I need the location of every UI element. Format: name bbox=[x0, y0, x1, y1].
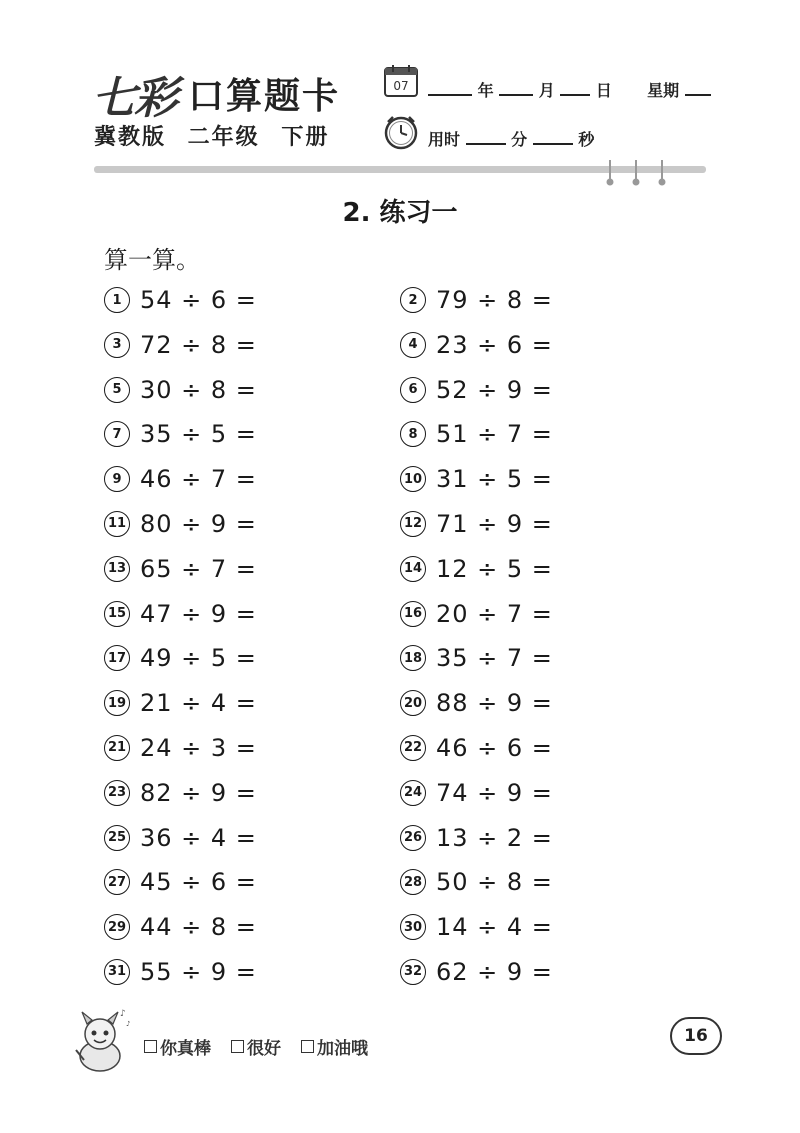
lesson-title: 2. 练习一 bbox=[342, 198, 458, 228]
mascot-icon bbox=[70, 1006, 134, 1074]
problem-number: 14 bbox=[400, 556, 426, 582]
problem-number: 6 bbox=[400, 377, 426, 403]
problem-expression: 49 ÷ 5 = bbox=[140, 644, 257, 673]
problem-row bbox=[104, 504, 664, 549]
instruction-text: 算一算。 bbox=[104, 246, 200, 274]
problem-number: 27 bbox=[104, 869, 130, 895]
minute-blank[interactable] bbox=[466, 129, 506, 145]
problem-number: 10 bbox=[400, 466, 426, 492]
second-label: 秒 bbox=[578, 130, 595, 149]
problem-item bbox=[400, 370, 553, 410]
problem-number: 24 bbox=[400, 780, 426, 806]
problem-expression: 36 ÷ 4 = bbox=[140, 823, 257, 852]
problem-item bbox=[400, 280, 553, 320]
time-used-label: 用时 bbox=[428, 130, 461, 149]
problem-number: 17 bbox=[104, 645, 130, 671]
problem-expression: 54 ÷ 6 = bbox=[140, 286, 257, 314]
problem-expression: 31 ÷ 5 = bbox=[436, 465, 553, 494]
rating-keep-trying[interactable] bbox=[301, 1034, 368, 1059]
problem-item bbox=[104, 638, 257, 678]
problem-number: 21 bbox=[104, 735, 130, 761]
problem-expression: 20 ÷ 7 = bbox=[436, 599, 553, 628]
day-label: 日 bbox=[595, 81, 612, 100]
minute-label: 分 bbox=[511, 130, 528, 149]
problem-expression: 21 ÷ 4 = bbox=[140, 689, 257, 718]
problem-number: 11 bbox=[104, 511, 130, 537]
page-number: 16 bbox=[670, 1017, 722, 1055]
weekday-label: 星期 bbox=[647, 81, 680, 100]
problem-item bbox=[104, 370, 257, 410]
problem-number: 1 bbox=[104, 287, 130, 313]
second-blank[interactable] bbox=[533, 129, 573, 145]
year-blank[interactable] bbox=[428, 80, 472, 96]
problem-expression: 24 ÷ 3 = bbox=[140, 733, 257, 762]
rating-excellent[interactable] bbox=[144, 1034, 211, 1059]
problem-expression: 23 ÷ 6 = bbox=[436, 330, 553, 359]
problem-item bbox=[104, 414, 257, 454]
time-fill-line bbox=[428, 127, 594, 150]
divider-marks-icon bbox=[602, 158, 672, 186]
problem-item bbox=[400, 638, 553, 678]
problem-item bbox=[400, 594, 553, 634]
problem-row bbox=[104, 414, 664, 459]
problem-expression: 45 ÷ 6 = bbox=[140, 868, 257, 897]
problem-row bbox=[104, 952, 664, 997]
problem-expression: 55 ÷ 9 = bbox=[140, 957, 257, 986]
problem-row bbox=[104, 773, 664, 818]
problem-row bbox=[104, 549, 664, 594]
problem-expression: 35 ÷ 5 = bbox=[140, 420, 257, 449]
problem-number: 13 bbox=[104, 556, 130, 582]
problem-number: 22 bbox=[400, 735, 426, 761]
weekday-blank[interactable] bbox=[685, 80, 711, 96]
problem-row bbox=[104, 862, 664, 907]
problem-list bbox=[104, 280, 664, 997]
problem-item bbox=[104, 773, 257, 813]
problem-expression: 62 ÷ 9 = bbox=[436, 957, 553, 986]
problem-item bbox=[400, 459, 553, 499]
problem-number: 28 bbox=[400, 869, 426, 895]
problem-item bbox=[104, 862, 257, 902]
problem-expression: 13 ÷ 2 = bbox=[436, 823, 553, 852]
problem-expression: 35 ÷ 7 = bbox=[436, 644, 553, 673]
brand-logo-title: 口算题卡 bbox=[188, 76, 341, 117]
self-rating-options bbox=[144, 1034, 368, 1059]
rating-good[interactable] bbox=[231, 1034, 281, 1059]
calendar-icon bbox=[383, 64, 419, 98]
problem-item bbox=[400, 862, 553, 902]
problem-row bbox=[104, 280, 664, 325]
problem-item bbox=[400, 773, 553, 813]
problem-item bbox=[104, 594, 257, 634]
problem-row bbox=[104, 325, 664, 370]
problem-item bbox=[400, 504, 553, 544]
edition-subtitle: 冀教版 二年级 下册 bbox=[94, 125, 330, 150]
problem-item bbox=[400, 414, 553, 454]
problem-expression: 12 ÷ 5 = bbox=[436, 554, 553, 583]
problem-item bbox=[104, 907, 257, 947]
calendar-day: 07 bbox=[393, 79, 409, 93]
problem-item bbox=[104, 280, 257, 320]
rating-excellent-checkbox[interactable] bbox=[144, 1040, 157, 1053]
problem-expression: 51 ÷ 7 = bbox=[436, 420, 553, 449]
year-label: 年 bbox=[477, 81, 494, 100]
problem-number: 2 bbox=[400, 287, 426, 313]
problem-expression: 71 ÷ 9 = bbox=[436, 509, 553, 538]
month-label: 月 bbox=[538, 81, 555, 100]
problem-number: 26 bbox=[400, 825, 426, 851]
problem-number: 23 bbox=[104, 780, 130, 806]
problem-expression: 30 ÷ 8 = bbox=[140, 375, 257, 404]
problem-expression: 82 ÷ 9 = bbox=[140, 778, 257, 807]
problem-number: 31 bbox=[104, 959, 130, 985]
svg-text:♪: ♪ bbox=[120, 1009, 126, 1019]
problem-expression: 79 ÷ 8 = bbox=[436, 286, 553, 314]
problem-expression: 52 ÷ 9 = bbox=[436, 375, 553, 404]
problem-expression: 46 ÷ 7 = bbox=[140, 465, 257, 494]
day-blank[interactable] bbox=[560, 80, 590, 96]
problem-row bbox=[104, 683, 664, 728]
problem-number: 29 bbox=[104, 914, 130, 940]
problem-number: 8 bbox=[400, 421, 426, 447]
problem-expression: 14 ÷ 4 = bbox=[436, 913, 553, 942]
problem-expression: 65 ÷ 7 = bbox=[140, 554, 257, 583]
problem-number: 15 bbox=[104, 601, 130, 627]
problem-row bbox=[104, 594, 664, 639]
alarm-clock-icon bbox=[383, 114, 419, 150]
problem-item bbox=[104, 549, 257, 589]
problem-number: 16 bbox=[400, 601, 426, 627]
problem-item bbox=[400, 549, 553, 589]
rating-keep-trying-checkbox[interactable] bbox=[301, 1040, 314, 1053]
rating-good-checkbox[interactable] bbox=[231, 1040, 244, 1053]
rating-keep-trying-label: 加油哦 bbox=[317, 1039, 368, 1059]
problem-number: 9 bbox=[104, 466, 130, 492]
problem-row bbox=[104, 907, 664, 952]
problem-item bbox=[104, 952, 257, 992]
problem-item bbox=[400, 907, 553, 947]
problem-item bbox=[400, 818, 553, 858]
date-fill-line bbox=[428, 78, 711, 101]
problem-item bbox=[400, 325, 553, 365]
problem-item bbox=[400, 952, 553, 992]
problem-item bbox=[104, 818, 257, 858]
rating-excellent-label: 你真棒 bbox=[160, 1039, 211, 1059]
svg-text:♪: ♪ bbox=[126, 1020, 131, 1028]
problem-expression: 46 ÷ 6 = bbox=[436, 733, 553, 762]
problem-number: 12 bbox=[400, 511, 426, 537]
problem-row bbox=[104, 728, 664, 773]
problem-number: 7 bbox=[104, 421, 130, 447]
problem-row bbox=[104, 459, 664, 504]
problem-row bbox=[104, 818, 664, 863]
problem-item bbox=[104, 325, 257, 365]
problem-item bbox=[104, 459, 257, 499]
brand-logo-seven: 七彩 bbox=[92, 73, 176, 124]
problem-item bbox=[104, 504, 257, 544]
rating-good-label: 很好 bbox=[247, 1039, 281, 1059]
problem-number: 5 bbox=[104, 377, 130, 403]
problem-expression: 80 ÷ 9 = bbox=[140, 509, 257, 538]
problem-expression: 88 ÷ 9 = bbox=[436, 689, 553, 718]
problem-number: 19 bbox=[104, 690, 130, 716]
problem-row bbox=[104, 638, 664, 683]
month-blank[interactable] bbox=[499, 80, 533, 96]
problem-number: 30 bbox=[400, 914, 426, 940]
brand-logo bbox=[92, 62, 362, 122]
problem-number: 32 bbox=[400, 959, 426, 985]
problem-expression: 50 ÷ 8 = bbox=[436, 868, 553, 897]
problem-expression: 74 ÷ 9 = bbox=[436, 778, 553, 807]
problem-expression: 44 ÷ 8 = bbox=[140, 913, 257, 942]
problem-row bbox=[104, 370, 664, 415]
problem-number: 20 bbox=[400, 690, 426, 716]
problem-expression: 72 ÷ 8 = bbox=[140, 330, 257, 359]
problem-number: 18 bbox=[400, 645, 426, 671]
problem-item bbox=[400, 728, 553, 768]
problem-number: 4 bbox=[400, 332, 426, 358]
problem-item bbox=[400, 683, 553, 723]
problem-number: 3 bbox=[104, 332, 130, 358]
problem-item bbox=[104, 683, 257, 723]
problem-number: 25 bbox=[104, 825, 130, 851]
problem-expression: 47 ÷ 9 = bbox=[140, 599, 257, 628]
problem-item bbox=[104, 728, 257, 768]
